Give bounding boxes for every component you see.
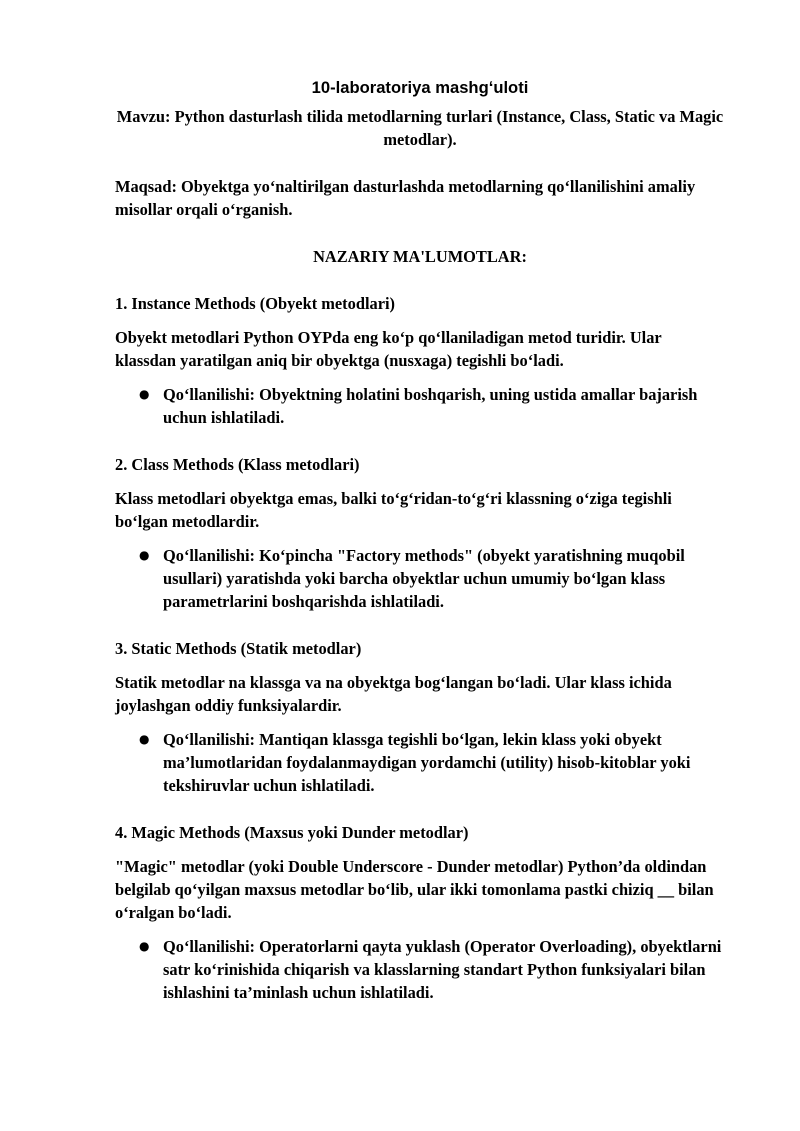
bullet-icon: ●: [139, 939, 150, 953]
usage-list: [115, 383, 725, 429]
method-heading: 1. Instance Methods (Obyekt metodlari): [115, 294, 395, 313]
method-section-class: [115, 453, 725, 613]
usage-text: Qo‘llanilishi: Obyektning holatini boshqarish, uning ustida amallar bajarish uchun ishlatiladi.: [163, 385, 698, 427]
method-section-magic: [115, 821, 725, 1004]
method-section-static: [115, 637, 725, 797]
usage-list: [115, 544, 725, 613]
bullet-icon: ●: [139, 732, 150, 746]
document-subtitle: Mavzu: Python dasturlash tilida metodlarning turlari (Instance, Class, Static va Magic metodlar).: [116, 107, 724, 149]
method-description: Obyekt metodlari Python OYPda eng ko‘p qo‘llaniladigan metod turidir. Ular klassdan yaratilgan aniq bir obyektga (nusxaga) tegishli bo‘ladi.: [115, 328, 662, 370]
usage-text: Qo‘llanilishi: Ko‘pincha "Factory methods" (obyekt yaratishning muqobil usullari) yaratishda yoki barcha obyektlar uchun umumiy bo‘lgan klass parametrlarini boshqarishda ishlatiladi.: [163, 546, 685, 611]
method-heading: 4. Magic Methods (Maxsus yoki Dunder metodlar): [115, 823, 469, 842]
usage-list: [115, 935, 725, 1004]
method-heading: 3. Static Methods (Statik metodlar): [115, 639, 362, 658]
section-heading: NAZARIY MA'LUMOTLAR:: [313, 247, 527, 266]
purpose-paragraph: Maqsad: Obyektga yo‘naltirilgan dasturlashda metodlarning qo‘llanilishini amaliy misollar orqali o‘rganish.: [115, 177, 696, 219]
method-description: "Magic" metodlar (yoki Double Underscore - Dunder metodlar) Python’da oldindan belgilab qo‘yilgan maxsus metodlar bo‘lib, ular ikki tomonlama pastki chiziq __ bilan o‘ralgan bo‘ladi.: [115, 857, 714, 922]
document-title: 10-laboratoriya mashgʻuloti: [311, 78, 529, 97]
usage-list-item: [139, 935, 725, 1004]
usage-text: Qo‘llanilishi: Mantiqan klassga tegishli bo‘lgan, lekin klass yoki obyekt ma’lumotlaridan foydalanmaydigan yordamchi (utility) hisob-kitoblar yoki tekshiruvlar uchun ishlatiladi.: [163, 730, 691, 795]
usage-text: Qo‘llanilishi: Operatorlarni qayta yuklash (Operator Overloading), obyektlarni satr ko‘rinishida chiqarish va klasslarning standart Python funksiyalari bilan ishlashini ta’minlash uchun ishlatiladi.: [163, 937, 722, 1002]
method-section-instance: [115, 292, 725, 429]
usage-list-item: [139, 544, 725, 613]
bullet-icon: ●: [139, 387, 150, 401]
method-heading: 2. Class Methods (Klass metodlari): [115, 455, 360, 474]
bullet-icon: ●: [139, 548, 150, 562]
document-page: [115, 76, 725, 1004]
method-description: Klass metodlari obyektga emas, balki to‘g‘ridan-to‘g‘ri klassning o‘ziga tegishli bo‘lgan metodlardir.: [115, 489, 672, 531]
usage-list-item: [139, 728, 725, 797]
usage-list-item: [139, 383, 725, 429]
usage-list: [115, 728, 725, 797]
method-description: Statik metodlar na klassga va na obyektga bog‘langan bo‘ladi. Ular klass ichida joylashgan oddiy funksiyalardir.: [115, 673, 672, 715]
